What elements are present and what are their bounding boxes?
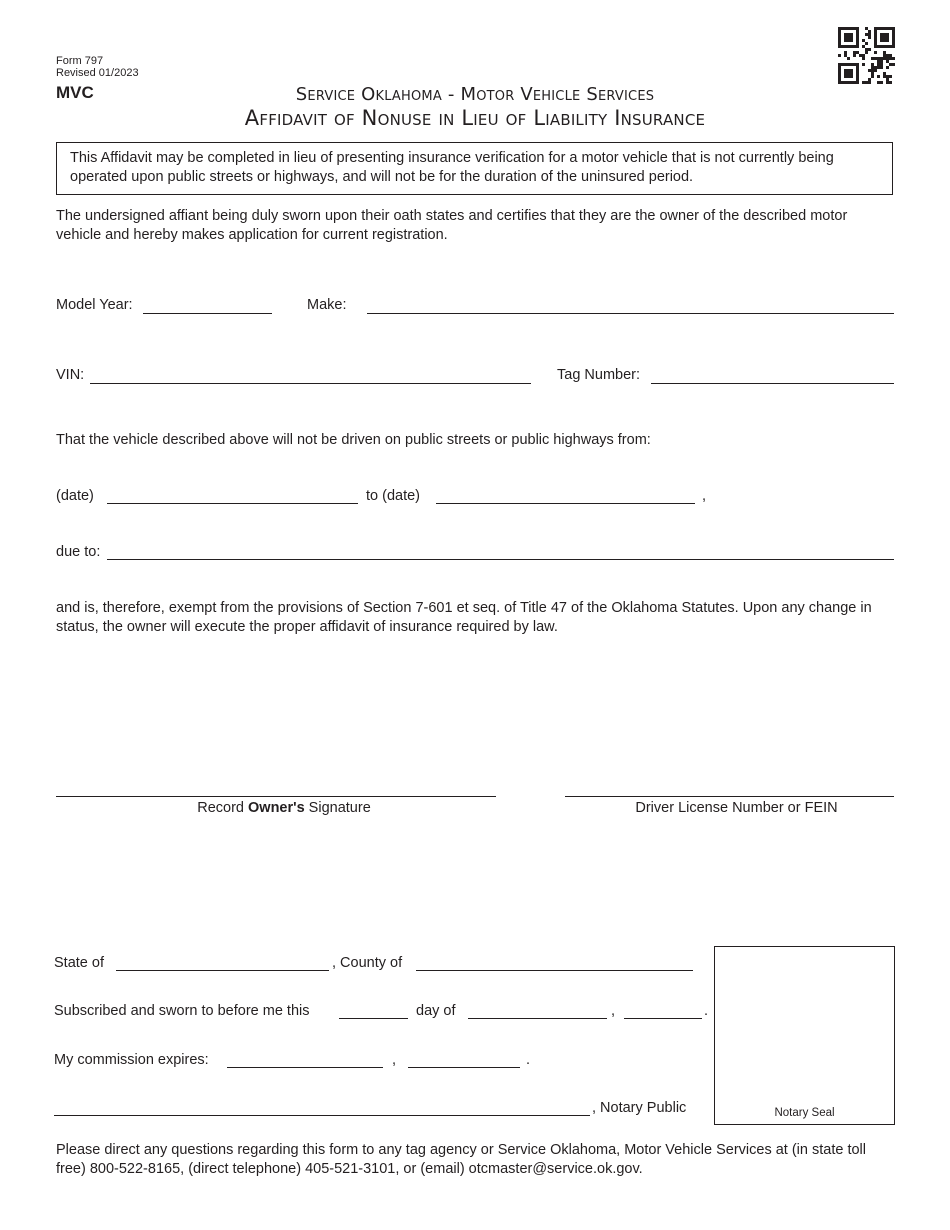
due-to-label: due to: xyxy=(56,544,101,560)
subscribed-period: . xyxy=(704,1003,709,1019)
subscribed-label: Subscribed and sworn to before me this xyxy=(54,1003,310,1019)
date-to-field[interactable] xyxy=(436,503,695,504)
month-field[interactable] xyxy=(468,1018,607,1019)
form-number: Form 797 xyxy=(56,55,104,67)
form-code: MVC xyxy=(56,83,94,102)
owner-signature-field[interactable] xyxy=(56,796,496,797)
notary-seal-label: Notary Seal xyxy=(774,1107,835,1119)
state-of-label: State of xyxy=(54,955,104,971)
license-number-label: Driver License Number or FEIN xyxy=(635,800,838,816)
notice-text: This Affidavit may be completed in lieu of presenting insurance verification for a motor vehicle that is not currently being operated upon public streets or highways, and will not be for the duration of the uninsured period. xyxy=(70,150,834,185)
commission-year-field[interactable] xyxy=(408,1067,520,1068)
notice-box xyxy=(56,142,893,195)
qr-code xyxy=(838,27,895,84)
vin-label: VIN: xyxy=(56,367,85,383)
intro-paragraph: The undersigned affiant being duly sworn upon their oath states and certifies that they are the owner of the described motor vehicle and hereby makes application for current registration. xyxy=(56,208,848,243)
nonuse-statement: That the vehicle described above will not be driven on public streets or public highways from: xyxy=(56,432,651,448)
year-field[interactable] xyxy=(624,1018,702,1019)
day-field[interactable] xyxy=(339,1018,408,1019)
date-comma: , xyxy=(702,488,707,504)
page-title: Affidavit of Nonuse in Lieu of Liability Insurance xyxy=(244,106,706,130)
model-year-field[interactable] xyxy=(143,313,272,314)
notary-signature-field[interactable] xyxy=(54,1115,590,1116)
commission-comma: , xyxy=(392,1052,397,1068)
notary-public-label: , Notary Public xyxy=(592,1100,687,1116)
commission-date-field[interactable] xyxy=(227,1067,383,1068)
commission-period: . xyxy=(526,1052,531,1068)
form-revised: Revised 01/2023 xyxy=(56,67,139,79)
due-to-field[interactable] xyxy=(107,559,894,560)
exemption-paragraph: and is, therefore, exempt from the provisions of Section 7-601 et seq. of Title 47 of the Oklahoma Statutes. Upon any change in status, the owner will execute the proper affidavit of insurance required by law. xyxy=(56,600,872,635)
owner-signature-label xyxy=(56,800,512,816)
notary-seal-box xyxy=(714,946,895,1125)
commission-expires-label: My commission expires: xyxy=(54,1052,209,1068)
tag-number-label: Tag Number: xyxy=(557,367,641,383)
license-number-field[interactable] xyxy=(565,796,894,797)
agency-name: Service Oklahoma - Motor Vehicle Services xyxy=(295,84,655,105)
tag-number-field[interactable] xyxy=(651,383,894,384)
state-field[interactable] xyxy=(116,970,329,971)
owner-signature-label-post: Signature xyxy=(304,800,371,816)
vin-field[interactable] xyxy=(90,383,531,384)
model-year-label: Model Year: xyxy=(56,297,133,313)
county-of-label: , County of xyxy=(332,955,403,971)
date-from-field[interactable] xyxy=(107,503,358,504)
date-to-label: to (date) xyxy=(366,488,420,504)
county-field[interactable] xyxy=(416,970,693,971)
owner-signature-label-pre: Record xyxy=(197,800,249,816)
subscribed-comma: , xyxy=(611,1003,616,1019)
date-from-label: (date) xyxy=(56,488,94,504)
contact-paragraph: Please direct any questions regarding this form to any tag agency or Service Oklahoma, Motor Vehicle Services at (in state toll free) 800-522-8165, (direct telephone) 405-521-3101, or (email) otcmaster@service.ok.gov. xyxy=(56,1142,866,1177)
make-label: Make: xyxy=(307,297,347,313)
make-field[interactable] xyxy=(367,313,894,314)
day-of-label: day of xyxy=(416,1003,456,1019)
owner-signature-label-bold: Owner's xyxy=(248,800,305,816)
